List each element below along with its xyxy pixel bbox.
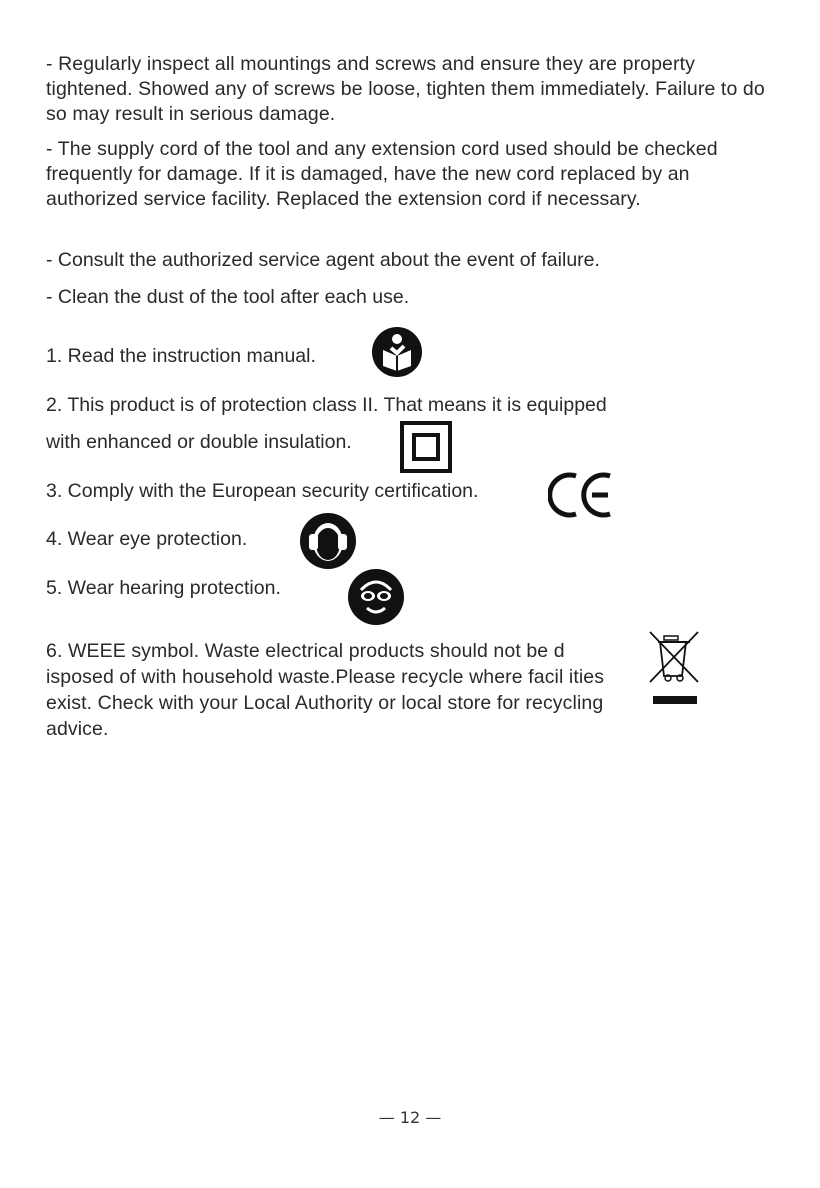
maintenance-inspect-paragraph: - Regularly inspect all mountings and screws and ensure they are property tightened. Showed any of screws be loose, tighten them immediately. Failure to do so may result in serious damage. bbox=[46, 53, 765, 125]
double-insulation-icon bbox=[400, 421, 452, 473]
eye-protection-icon bbox=[299, 512, 357, 570]
symbol-2-text-line1: 2. This product is of protection class II. That means it is equipped bbox=[46, 394, 607, 416]
hearing-protection-icon bbox=[347, 568, 405, 626]
symbol-5-text: 5. Wear hearing protection. bbox=[46, 577, 281, 599]
page-number: — 12 — bbox=[378, 1108, 442, 1127]
maintenance-service-paragraph: - Consult the authorized service agent about the event of failure. bbox=[46, 249, 600, 271]
symbol-1-text: 1. Read the instruction manual. bbox=[46, 345, 316, 367]
symbol-4-text: 4. Wear eye protection. bbox=[46, 528, 248, 550]
symbol-3-text: 3. Comply with the European security certification. bbox=[46, 480, 479, 502]
symbol-6-text: 6. WEEE symbol. Waste electrical products should not be d isposed of with household waste.Please recycle where facil ities exist. Check with your Local Authority or local store for recycling advice. bbox=[46, 640, 605, 740]
maintenance-cord-paragraph: - The supply cord of the tool and any extension cord used should be checked frequently for damage. If it is damaged, have the new cord replaced by an authorized service facility. Replaced the extension cord if necessary. bbox=[46, 138, 718, 210]
ce-mark-icon bbox=[548, 470, 618, 520]
maintenance-clean-paragraph: - Clean the dust of the tool after each use. bbox=[46, 286, 410, 308]
symbol-2-text-line2: with enhanced or double insulation. bbox=[46, 431, 352, 453]
read-manual-icon bbox=[371, 326, 423, 378]
weee-bin-icon bbox=[646, 630, 702, 710]
